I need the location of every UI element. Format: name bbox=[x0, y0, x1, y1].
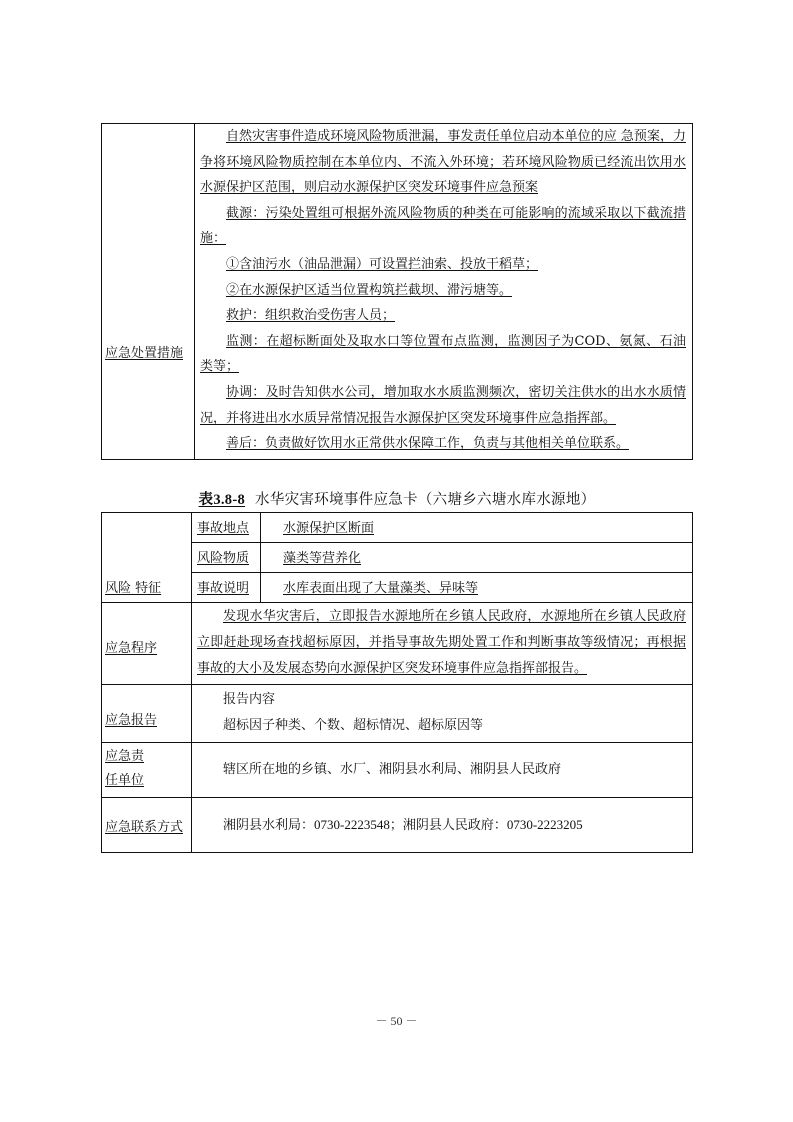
responsible-label-1: 应急责 bbox=[105, 749, 145, 764]
measures-paragraph-intro: 自然灾害事件造成环境风险物质泄漏，事发责任单位启动本单位的应 急预案，力争将环境风险物质控制在本单位内、不流入外环境；若环境风险物质已经流出饮用水水源保护区范围，则启动水源保护区突发环境事件应急预案 bbox=[200, 129, 686, 196]
algal-bloom-emergency-card bbox=[101, 512, 693, 853]
responsible-label-2: 任单位 bbox=[105, 773, 145, 788]
contact-text-cell bbox=[192, 798, 693, 853]
procedure-label-cell bbox=[102, 603, 192, 685]
page-number: － 50 － bbox=[375, 1014, 418, 1028]
measures-paragraph-monitoring: 监测：在超标断面处及取水口等位置布点监测，监测因子为COD、氨氮、石油类等； bbox=[200, 333, 686, 375]
measures-body-cell bbox=[195, 124, 693, 460]
risk-value-substance: 藻类等营养化 bbox=[261, 543, 693, 573]
measures-label-cell bbox=[102, 124, 195, 460]
contact-text: 湘阴县水利局：0730-2223548；湘阴县人民政府：0730-2223205 bbox=[223, 816, 583, 832]
table-caption bbox=[101, 488, 693, 509]
risk-key-location: 事故地点 bbox=[192, 513, 261, 543]
risk-key-substance: 风险物质 bbox=[192, 543, 261, 573]
contact-label: 应急联系方式 bbox=[105, 819, 184, 835]
risk-label-cell bbox=[102, 513, 192, 603]
procedure-text: 发现水华灾害后，立即报告水源地所在乡镇人民政府，水源地所在乡镇人民政府立即赶赴现场查找超标原因，并指导事故先期处置工作和判断事故等级情况；再根据事故的大小及发展态势向水源保护区突发环境事件应急指挥部报告。 bbox=[197, 609, 686, 676]
risk-key-description: 事故说明 bbox=[192, 573, 261, 603]
report-line-2: 超标因子种类、个数、超标情况、超标原因等 bbox=[223, 718, 484, 733]
risk-label: 风险 特征 bbox=[105, 581, 162, 596]
report-line-1: 报告内容 bbox=[223, 692, 276, 707]
responsible-label-cell bbox=[102, 743, 192, 798]
table-title: 水华灾害环境事件应急卡（六塘乡六塘水库水源地） bbox=[255, 492, 596, 508]
contact-label-cell bbox=[102, 798, 192, 853]
emergency-measures-table bbox=[101, 123, 693, 460]
measures-paragraph-oil: ①含油污水（油品泄漏）可设置拦油索、投放干稻草； bbox=[226, 256, 539, 272]
procedure-label: 应急程序 bbox=[105, 641, 158, 656]
measures-label: 应急处置措施 bbox=[105, 345, 184, 361]
measures-paragraph-dam: ②在水源保护区适当位置构筑拦截坝、滞污塘等。 bbox=[226, 282, 513, 298]
responsible-text-cell bbox=[192, 743, 693, 798]
report-label: 应急报告 bbox=[105, 713, 158, 728]
risk-value-description: 水库表面出现了大量藻类、异味等 bbox=[261, 573, 693, 603]
report-text-cell bbox=[192, 685, 693, 743]
table-number: 表3.8-8 bbox=[198, 492, 246, 508]
responsible-text: 辖区所在地的乡镇、水厂、湘阴县水利局、湘阴县人民政府 bbox=[223, 761, 562, 777]
report-label-cell bbox=[102, 685, 192, 743]
measures-paragraph-aftermath: 善后：负责做好饮用水正常供水保障工作，负责与其他相关单位联系。 bbox=[226, 436, 630, 452]
risk-value-location: 水源保护区断面 bbox=[261, 513, 693, 543]
measures-paragraph-source-cutoff: 截源：污染处置组可根据外流风险物质的种类在可能影响的流域采取以下截流措施： bbox=[200, 205, 686, 247]
measures-paragraph-coordination: 协调：及时告知供水公司，增加取水水质监测频次，密切关注供水的出水水质情况，并将进出水水质异常情况报告水源保护区突发环境事件应急指挥部。 bbox=[200, 384, 686, 426]
measures-paragraph-rescue: 救护：组织救治受伤害人员； bbox=[226, 308, 396, 324]
procedure-text-cell bbox=[192, 603, 693, 685]
